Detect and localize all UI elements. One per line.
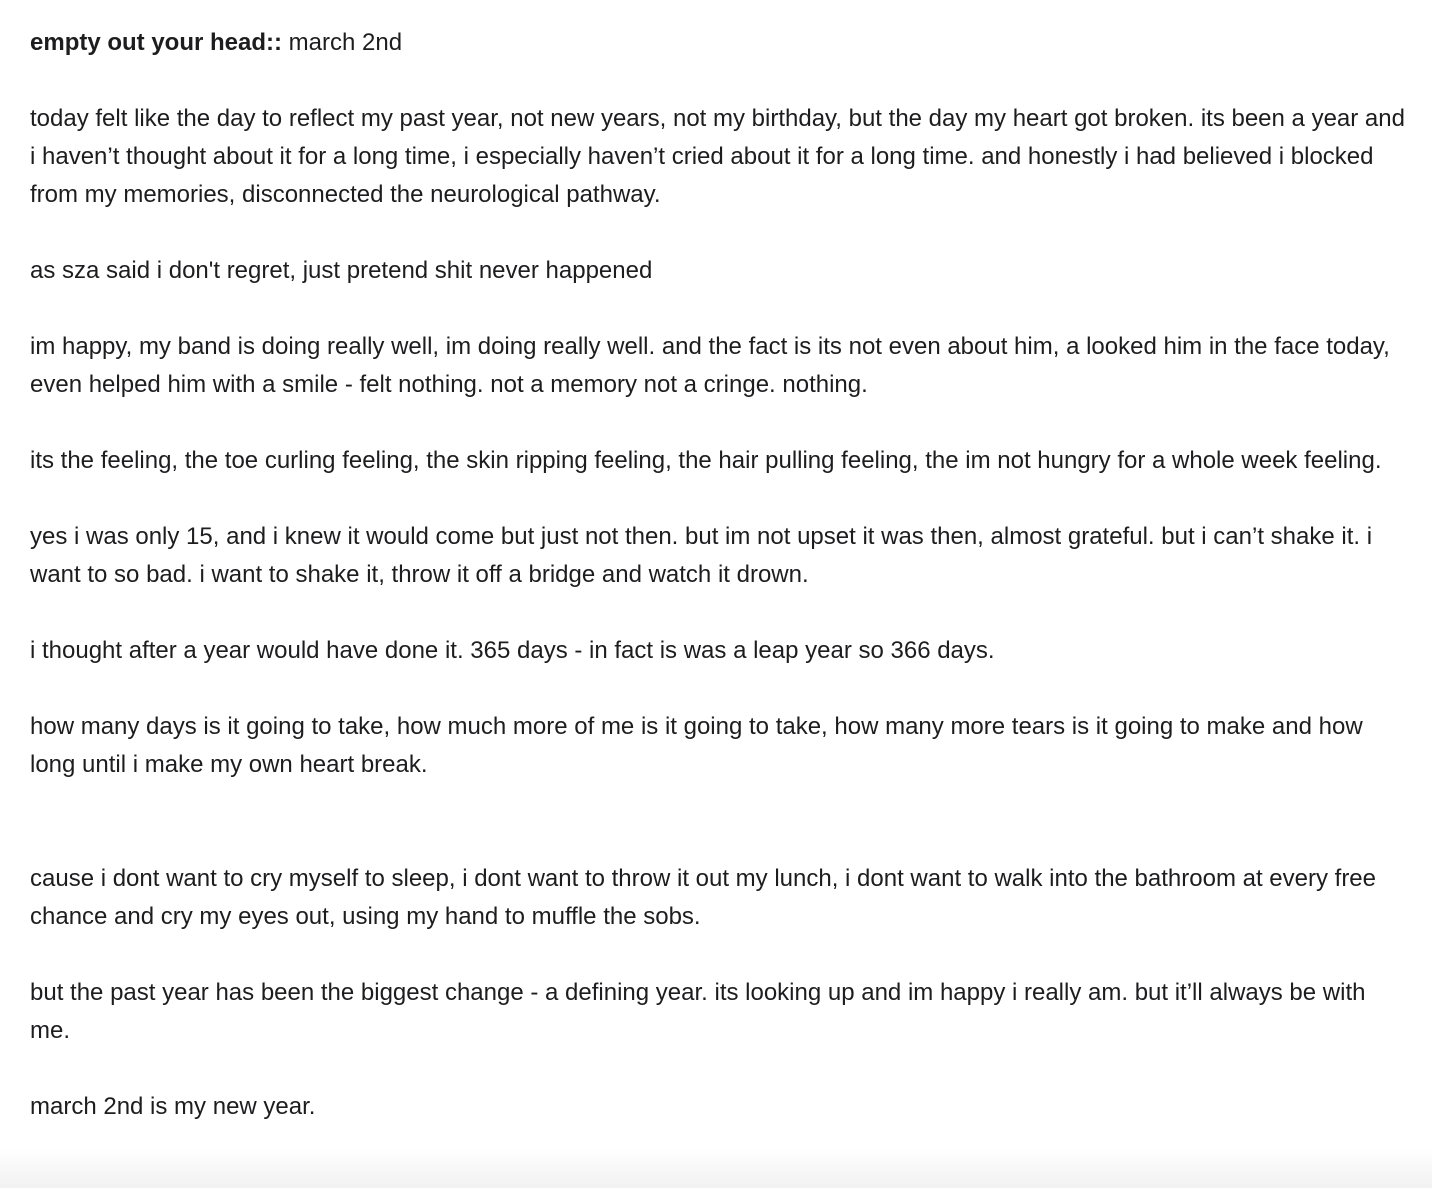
bottom-fade <box>0 1148 1432 1188</box>
paragraph-feeling: its the feeling, the toe curling feeling, the skin ripping feeling, the hair pulling feeling, the im not hungry for a whole week feeling. <box>30 447 1382 474</box>
entry-title-date: march 2nd <box>282 29 403 56</box>
paragraph-change: but the past year has been the biggest change - a defining year. its looking up and im happy i really am. but it’ll always be with me. <box>30 979 1366 1044</box>
journal-entry <box>30 24 1408 1126</box>
entry-title <box>30 24 1408 62</box>
paragraph-sza-quote: as sza said i don't regret, just pretend shit never happened <box>30 257 653 284</box>
paragraph-new-year: march 2nd is my new year. <box>30 1093 316 1120</box>
paragraph-cause: cause i dont want to cry myself to sleep, i dont want to throw it out my lunch, i dont want to walk into the bathroom at every free chance and cry my eyes out, using my hand to muffle the sobs. <box>30 865 1377 930</box>
paragraph-age: yes i was only 15, and i knew it would come but just not then. but im not upset it was then, almost grateful. but i can’t shake it. i want to so bad. i want to shake it, throw it off a bridge and watch it drown. <box>30 523 1373 588</box>
paragraph-days: i thought after a year would have done it. 365 days - in fact is was a leap year so 366 days. <box>30 637 995 664</box>
paragraph-reflection: today felt like the day to reflect my past year, not new years, not my birthday, but the day my heart got broken. its been a year and i haven’t thought about it for a long time, i especially haven’t cried about it for a long time. and honestly i had believed i blocked from my memories, disconnected the neurological pathway. <box>30 105 1405 208</box>
entry-title-prefix: empty out your head:: <box>30 29 283 56</box>
paragraph-happy: im happy, my band is doing really well, im doing really well. and the fact is its not even about him, a looked him in the face today, even helped him with a smile - felt nothing. not a memory not a cringe. nothing. <box>30 333 1390 398</box>
paragraph-questions: how many days is it going to take, how much more of me is it going to take, how many more tears is it going to make and how long until i make my own heart break. <box>30 713 1363 778</box>
